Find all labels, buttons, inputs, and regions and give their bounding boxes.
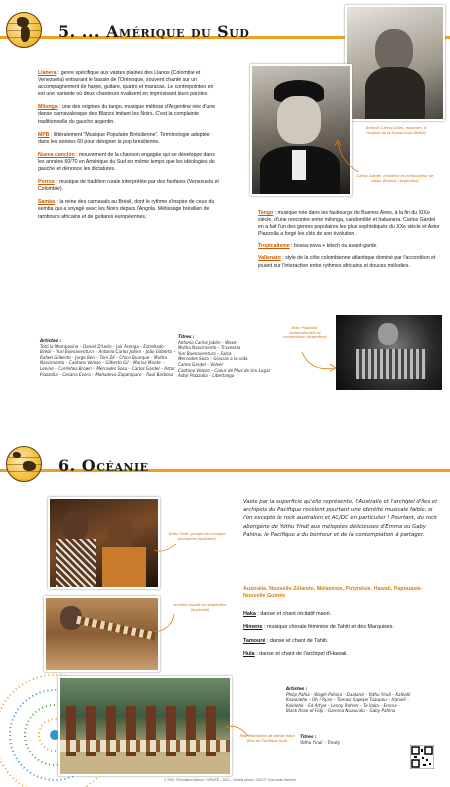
artists-list-americas [40, 338, 200, 377]
arrow-gardel [330, 120, 390, 180]
titles-line: Antonio Carlos Jobim – Wave [178, 339, 237, 345]
section5-heading: ... Amérique du Sud [81, 22, 250, 41]
photo-jobim [345, 5, 445, 121]
paragraph-samba: Samba : la reine des carnavals au Brésil, dont le rythme s'inspire de ceux du semba qui a voyagé avec les Noirs depuis l'Angola. Métissage brésilien de tambours africains et de guitares européennes. [38, 199, 215, 220]
globe-oceania-icon [6, 446, 42, 482]
photo-yothu-yindi [48, 497, 160, 589]
paragraph-milonga: Milonga : une des origines du tango, musique métisse d'Argentine née d'une danse carnavalesque des Blancs imitant les Noirs. C'est la complainte traditionnelle du gaucho argentin. [38, 104, 216, 125]
paragraph-llanera: Llanera : genre spécifique aux vastes plaines des Llanos (Colombie et Venezuela) entourant le bassin de l'Orénoque, souvent chanté sur un accompagnement de harpe, guitare, quatro et maracas. Le contrepointeo en est une variante où deux chanteurs rivalisent en improvisant leurs paroles. [38, 70, 214, 98]
artists-heading: Artistes : [286, 686, 308, 691]
footer-credits: © 2010, ©Fondation Ailleurs + MSMFB – 2010 – Crédits photos : 2010 © Tous droits réservés [164, 778, 296, 782]
entry-himene: Himene : musique chorale féminine de Tahiti et des Marquises. [243, 624, 394, 631]
artists-line: Nascimento – Caetano Veloso – Gilberto Gil – Marisa Monte – [40, 360, 165, 366]
section6-heading: Océanie [81, 456, 149, 475]
entry-hula: Hula : danse et chant de l'archipel d'Hawaii. [243, 651, 348, 658]
artists-line: Rafael Gilberto – Jorge Ben – Tom Zé – Chico Buarque – Mutha [40, 354, 167, 360]
caption-piazzolla: Astor Piazzolla, bandonéoniste et compositeur (Argentine) [283, 326, 327, 340]
titles-line: Yothu Yindi – Treaty [300, 739, 341, 745]
titles-line: Caetano Veloso – Coeur de Plus de Um Lugar [178, 367, 271, 373]
oceania-entries [243, 611, 441, 659]
qr-code-icon[interactable] [410, 745, 434, 769]
paragraph-tango: Tango : musique née dans les faubourgs de Buenos Aires, à la fin du XIXe siècle, d'une rencontre entre milonga, candomblé et habanera. Carlos Gardel en a fait l'un des genres populaires les plus sophistiqués du XXe siècle et Astor Piazzolla a forgé les clés de son évolution. [258, 210, 440, 238]
artists-list-oceania [286, 686, 442, 714]
section5-left-text [38, 70, 220, 221]
artists-line: Brésil – Yuri Buenaventura – Antonio Carlos Jobim – João Gilberto – [40, 349, 176, 355]
artists-line: Lenine – Carlinhos Brown – Mercedes Sosa – Carlos Gardel – Astor [40, 365, 175, 371]
paragraph-vallenato: Vallenato : style de la côte colombienne atlantique dominé par l'accordéon et jouant sur l'interaction entre rythmes africains et douces mélodies. [258, 255, 436, 269]
titles-line: Astor Piazzolla – Libertango [178, 373, 235, 379]
globe-americas-icon [6, 12, 42, 48]
caption-jobim: Antonio Carlos Jobim, musicien, à l'origine de la bossa-nova (Brésil) [365, 126, 427, 135]
arrow-didgeridoo [150, 612, 180, 636]
artists-line: Black Rose of Fidji – Gamma Nuauvalu – Gaby Pahina [286, 708, 396, 714]
section6-number: 6. [58, 456, 76, 475]
titles-list-americas [178, 334, 298, 379]
caption-yothu-yindi: Yothu Yindi, groupe de musique aborigène (Australie) [168, 532, 226, 541]
paragraph-tropicalisme: Tropicalisme : bossa-nova + kitsch ou avant-garde. [258, 243, 378, 250]
oceania-regions: Australie, Nouvelle-Zélande, Mélanésie, Polynésie, Hawaii, Papouasie-Nouvelle Guinée [243, 586, 423, 600]
caption-haka: Représentation de danse haka (Îles du Pacifique Sud) [239, 734, 295, 743]
oceania-intro: Vaste par la superficie qu'elle représente, l'Australie et l'archipel d'îles et archipels du Pacifique recèlent pourtant une identité musicale faible, si l'on excepte le rock australien et AC/DC en particulier ! Pourtant, du rock aborigène de Yothu Yindi aux mélopées délicieuses d'Emma ou Gaby Pahina, le Pacifique a du bonheur et de la contemplation à partager. [243, 499, 438, 538]
paragraph-porros: Porros : musique de tradition rurale interprétée par des fanfares (Venezuela et Colombie). [38, 179, 219, 193]
arrow-haka [222, 720, 252, 740]
caption-gardel: Carlos Gardel, chanteur et compositeur de tango (France / Argentine) [356, 174, 434, 183]
titles-heading: Titres : [178, 334, 195, 339]
titles-line: Carlos Gardel – Volver [178, 361, 224, 367]
artists-line: Piazzolla – Cesaria Evora – Mahadeva Zapamparo – Raul Barbosa [40, 371, 174, 377]
artists-line: Kaiolohe – Ed Ait'pe – Lenny Rohrer – Te Vaka – Emma – [286, 702, 401, 708]
section5-right-text [258, 210, 440, 270]
artists-line: Philip Pahia – Wagih Pahina – Daaland – Yothu Yindi – Kahlalil [286, 691, 411, 697]
titles-list-oceania [300, 734, 390, 745]
caption-didgeridoo: Homme jouant du didgeridoo (Australie) [173, 603, 227, 612]
arrow-yothu [150, 540, 180, 560]
section5-title [58, 22, 249, 41]
entry-haka: Haka : danse et chant récitatif maori. [243, 611, 332, 617]
artists-line: Totó la Momposina – Daniel D'León – Jair Arenga – Estrellado [40, 343, 164, 349]
titles-line: Mercedes Sosa – Gracias a la vida [178, 356, 248, 362]
titles-line: Yuri Buenaventura – Salsa [178, 350, 232, 356]
section5-number: 5. [58, 22, 76, 41]
artists-line: Kaaulaehe – Oh ! Ryan – Tomasi Sapepe Tuaupou – Hanalil – [286, 697, 409, 703]
titles-heading: Titres : [300, 734, 317, 739]
titles-line: Mutha Nascimento – Travessia [178, 345, 241, 351]
photo-piazzolla [336, 315, 442, 390]
photo-haka [58, 676, 232, 776]
paragraph-mpb: MPB : littéralement "Musique Populaire Brésilienne". Terminologie adoptée dans les années 60 pour désigner la pop brésilienne. [38, 131, 210, 145]
arrow-piazzolla [300, 350, 340, 380]
entry-tamoure: Tamouré : danse et chant de Tahiti. [243, 637, 329, 644]
section6-title [58, 456, 148, 475]
paragraph-nueva-cancion: Nueva canción : mouvement de la chanson engagée qui se développe dans les années 60/70 en Amérique du Sud en même temps que les idéologies de gauche et dénonce les dictatures. [38, 151, 215, 173]
artists-heading: Artistes : [40, 338, 62, 343]
